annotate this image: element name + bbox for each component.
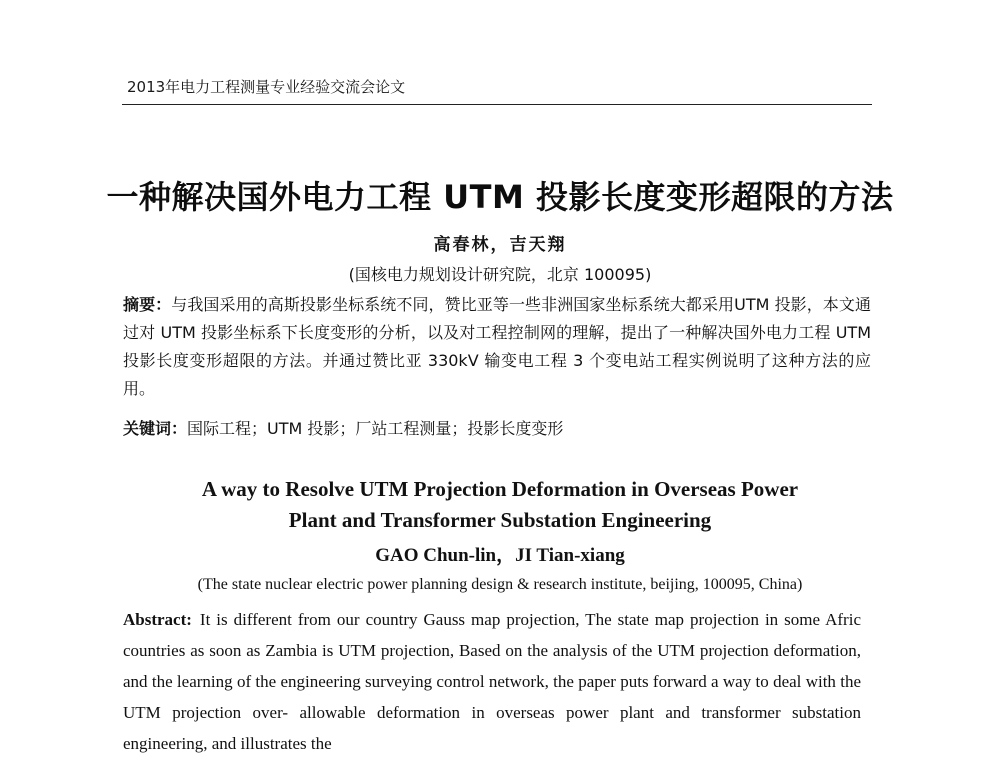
affiliation-cn: (国核电力规划设计研究院，北京 100095)	[348, 265, 652, 284]
keywords-cn	[123, 416, 871, 439]
abstract-cn	[123, 291, 871, 403]
authors-cn: 高春林，吉天翔	[433, 235, 567, 255]
authors-en: GAO Chun-lin，JI Tian-xiang	[375, 545, 625, 566]
running-header: 2013年电力工程测量专业经验交流会论文	[127, 78, 406, 96]
keywords-cn-label: 关键词：	[123, 419, 188, 438]
header-rule	[122, 104, 872, 105]
keywords-cn-text: 国际工程；UTM 投影；厂站工程测量；投影长度变形	[187, 419, 564, 438]
paper-title-en-line2: Plant and Transformer Substation Engineering	[288, 508, 712, 532]
affiliation-en: (The state nuclear electric power planning design & research institute, beijing, 100095, China)	[197, 576, 803, 593]
abstract-en-label: Abstract:	[123, 610, 192, 629]
paper-title-cn: 一种解决国外电力工程 UTM 投影长度变形超限的方法	[106, 178, 894, 216]
abstract-cn-label: 摘要：	[123, 295, 172, 314]
abstract-en-text: It is different from our country Gauss map projection, The state map projection in some Afric countries as soon as Zambia is UTM projection, Based on the analysis of the UTM projection deformation, and the learning of the engineering surveying control network, the paper puts forward a way to deal with the UTM projection over- allowable deformation in overseas power plant and transformer substation engineering, and illustrates the	[123, 610, 861, 753]
paper-title-en-line1: A way to Resolve UTM Projection Deformation in Overseas Power	[201, 477, 799, 501]
abstract-cn-text: 与我国采用的高斯投影坐标系统不同，赞比亚等一些非洲国家坐标系统大都采用UTM 投影，本文通过对 UTM 投影坐标系下长度变形的分析，以及对工程控制网的理解，提出了一种解决国外电力工程 UTM 投影长度变形超限的方法。并通过赞比亚 330kV 输变电工程 3 个变电站工程实例说明了这种方法的应用。	[123, 295, 871, 398]
paper-title-en	[100, 474, 900, 536]
abstract-en	[123, 604, 861, 759]
